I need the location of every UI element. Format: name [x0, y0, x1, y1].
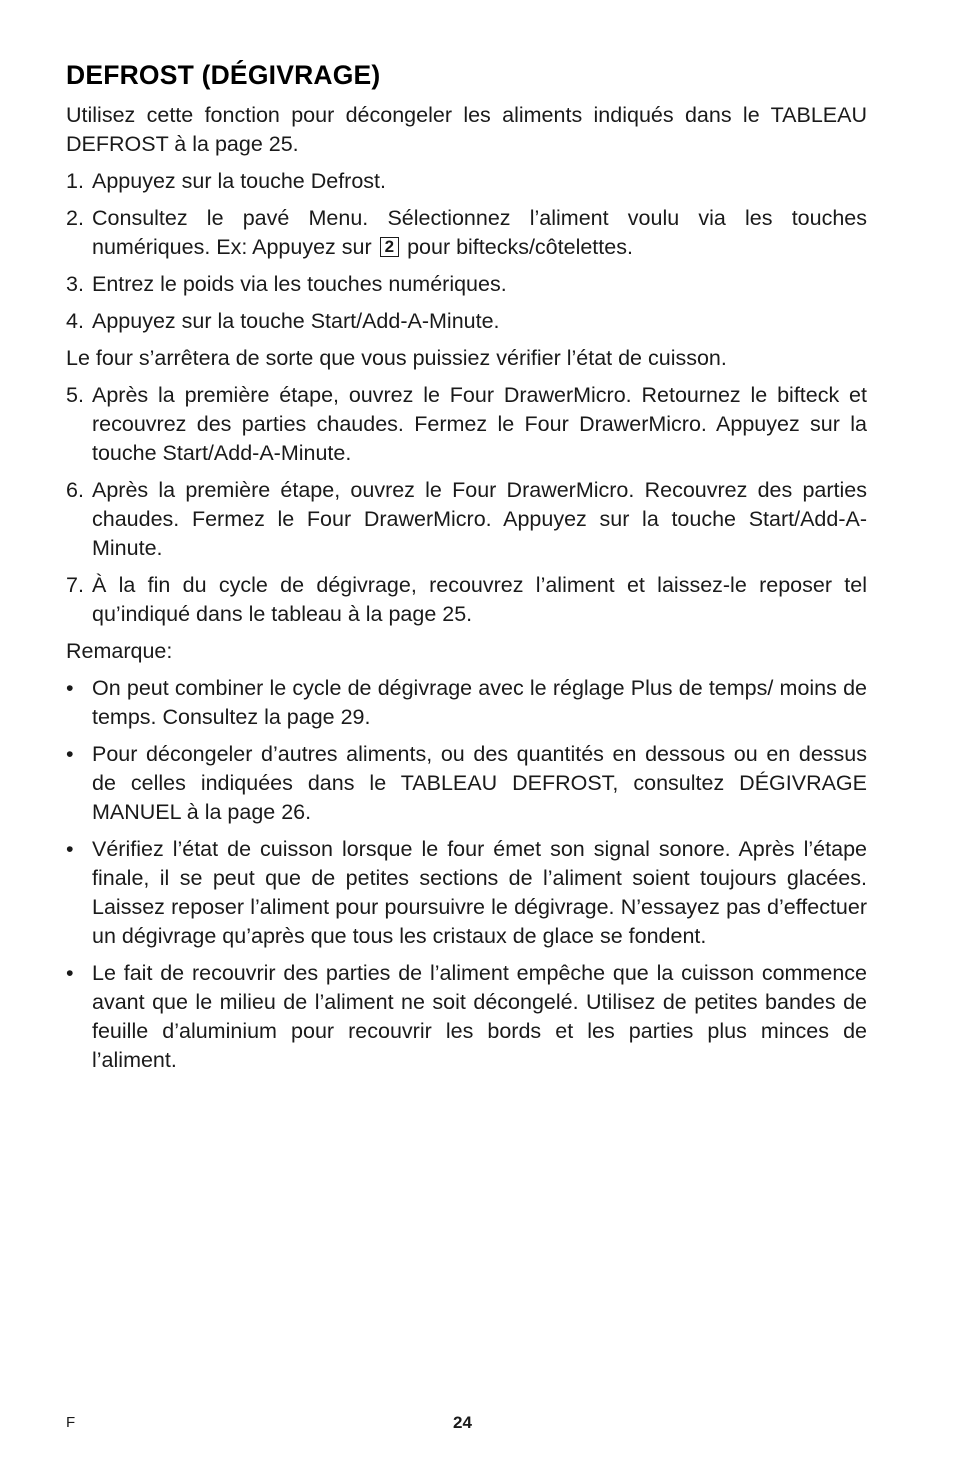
bullet-text: Pour décongeler d’autres aliments, ou des quantités en dessous ou en dessus de celles indiquées dans le TABLEAU DEFROST, consultez DÉGIVRAGE MANUEL à la page 26.: [92, 742, 867, 824]
step-number: 4.: [66, 309, 84, 333]
step-number: 2.: [66, 206, 84, 230]
step-number: 5.: [66, 383, 84, 407]
step-number: 3.: [66, 272, 84, 296]
step-item: [66, 571, 867, 629]
step-number: 6.: [66, 478, 84, 502]
section-heading: DEFROST (DÉGIVRAGE): [66, 60, 381, 90]
step-number: 1.: [66, 169, 84, 193]
bullet-item: [66, 835, 867, 951]
step-item: [66, 307, 867, 336]
page-content: [66, 58, 867, 1083]
step-text: Entrez le poids via les touches numériques.: [92, 272, 507, 296]
bullet-item: [66, 740, 867, 827]
step-text: Après la première étape, ouvrez le Four DrawerMicro. Retournez le bifteck et recouvrez des parties chaudes. Fermez le Four DrawerMicro. Appuyez sur la touche Start/Add-A-Minute.: [92, 383, 867, 465]
step-text-after-key: pour biftecks/côtelettes.: [401, 235, 633, 259]
step-text-before-key: Consultez le pavé Menu. Sélectionnez l’aliment voulu via les touches numériques. Ex: Appuyez sur: [92, 206, 867, 259]
step-text: Appuyez sur la touche Defrost.: [92, 169, 386, 193]
bullet-icon: •: [66, 676, 74, 700]
bullet-icon: •: [66, 961, 74, 985]
bullet-text: Vérifiez l’état de cuisson lorsque le four émet son signal sonore. Après l’étape finale, il se peut que de petites sections de l’aliment soient toujours glacées. Laissez reposer l’aliment pour poursuivre le dégivrage. N’essayez pas d’effectuer un dégivrage qu’après que tous les cristaux de glace se fondent.: [92, 837, 867, 948]
step-number: 7.: [66, 573, 84, 597]
bullet-icon: •: [66, 837, 74, 861]
footer-page-number: 24: [453, 1413, 472, 1432]
step-item: [66, 381, 867, 468]
bullet-item: [66, 959, 867, 1075]
keypad-key-2: 2: [380, 237, 399, 257]
pause-note: Le four s’arrêtera de sorte que vous puissiez vérifier l’état de cuisson.: [66, 346, 727, 370]
step-item: [66, 270, 867, 299]
step-text: Appuyez sur la touche Start/Add-A-Minute.: [92, 309, 500, 333]
remark-label: Remarque:: [66, 639, 173, 663]
bullet-item: [66, 674, 867, 732]
step-text: [92, 204, 867, 262]
step-text: Après la première étape, ouvrez le Four DrawerMicro. Recouvrez des parties chaudes. Fermez le Four DrawerMicro. Appuyez sur la touche Start/Add-A-Minute.: [92, 478, 867, 560]
bullet-icon: •: [66, 742, 74, 766]
step-item: [66, 204, 867, 262]
step-item: [66, 167, 867, 196]
step-text: À la fin du cycle de dégivrage, recouvrez l’aliment et laissez-le reposer tel qu’indiqué dans le tableau à la page 25.: [92, 573, 867, 626]
bullet-text: Le fait de recouvrir des parties de l’aliment empêche que la cuisson commence avant que le milieu de l’aliment ne soit décongelé. Utilisez de petites bandes de feuille d’aluminium pour recouvrir les bords et les parties plus minces de l’aliment.: [92, 961, 867, 1072]
footer-language-code: F: [66, 1414, 76, 1431]
bullet-text: On peut combiner le cycle de dégivrage avec le réglage Plus de temps/ moins de temps. Consultez la page 29.: [92, 676, 867, 729]
step-item: [66, 476, 867, 563]
intro-paragraph: Utilisez cette fonction pour décongeler les aliments indiqués dans le TABLEAU DEFROST à la page 25.: [66, 103, 867, 156]
